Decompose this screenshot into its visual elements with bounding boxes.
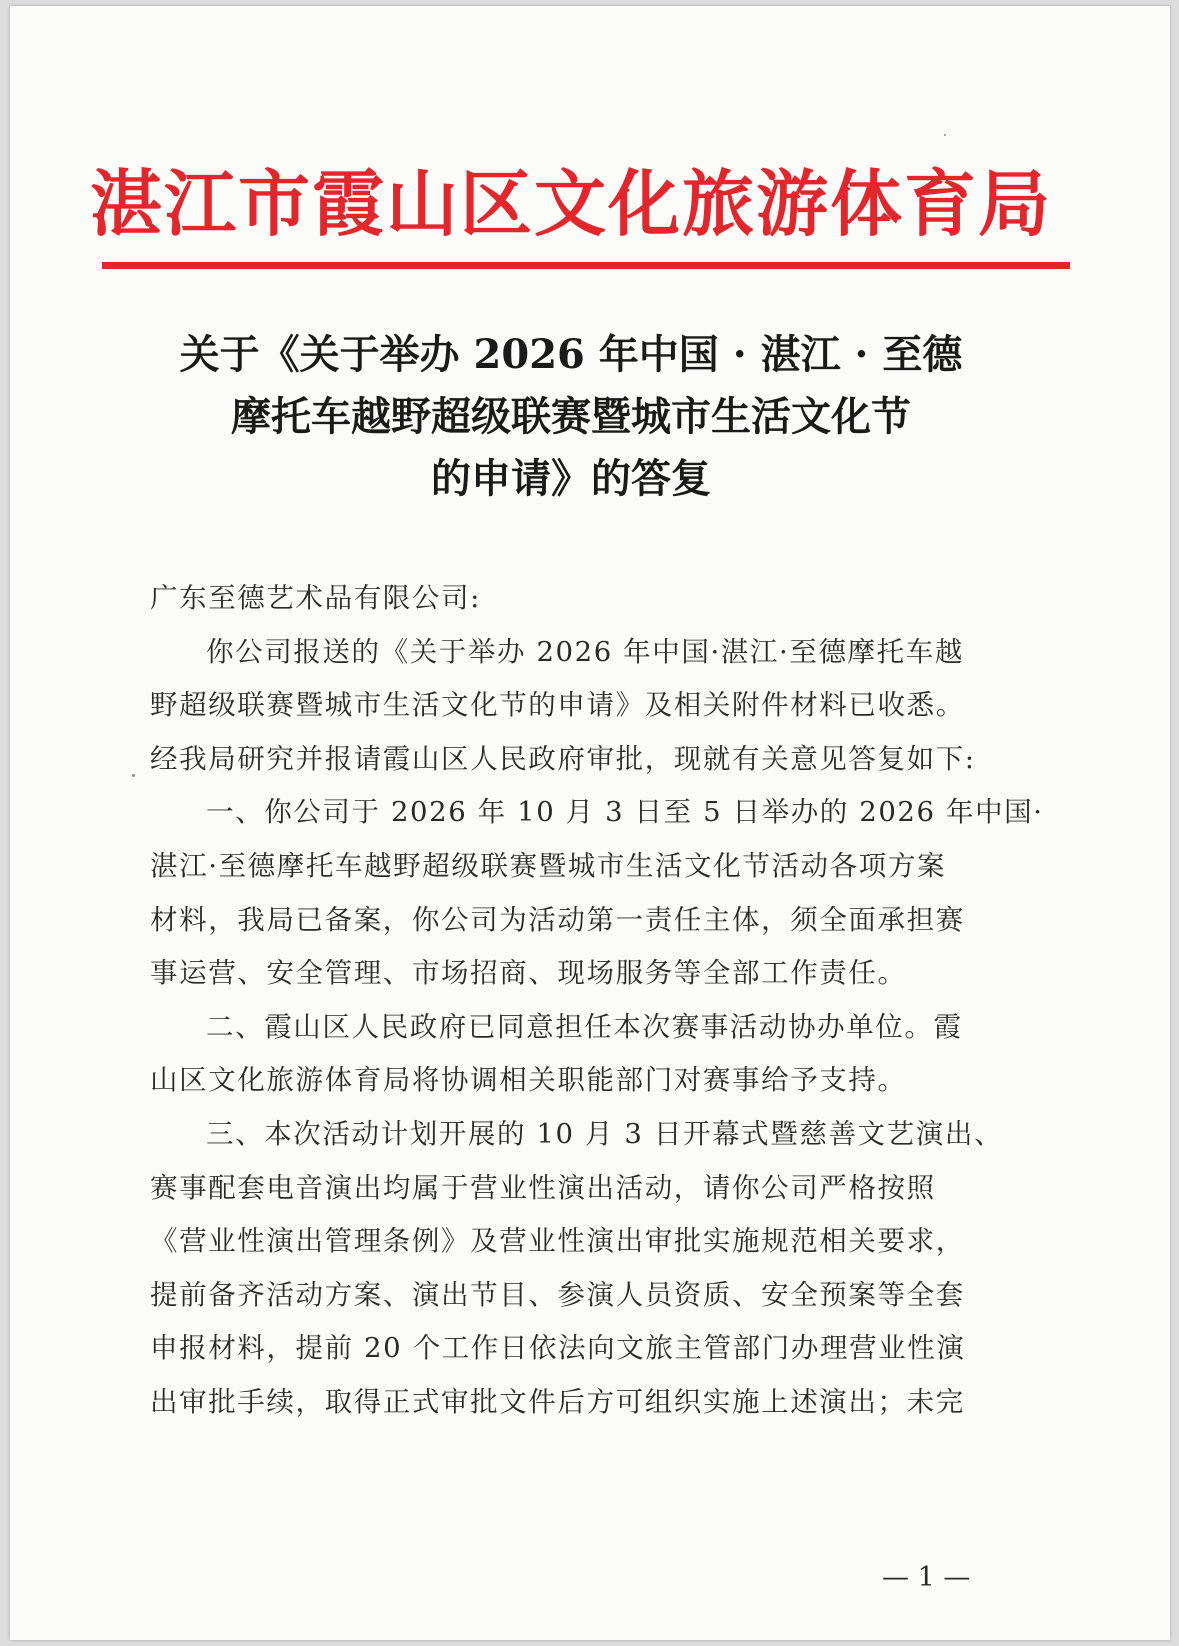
title-line: 的申请》的答复 bbox=[431, 455, 711, 502]
letterhead-org-name: 湛江市霞山区文化旅游体育局 bbox=[89, 161, 1052, 246]
body-line: 山区文化旅游体育局将协调相关职能部门对赛事给予支持。 bbox=[150, 1064, 907, 1097]
body-line: 出审批手续，取得正式审批文件后方可组织实施上述演出；未完 bbox=[150, 1385, 965, 1418]
body-line: 经我局研究并报请霞山区人民政府审批，现就有关意见答复如下: bbox=[150, 742, 976, 775]
salutation: 广东至德艺术品有限公司: bbox=[150, 582, 481, 614]
body-line: 申报材料，提前 20 个工作日依法向文旅主管部门办理营业性演 bbox=[150, 1332, 966, 1365]
scan-speck bbox=[944, 134, 946, 136]
scan-speck bbox=[132, 774, 135, 777]
document-page bbox=[10, 6, 1170, 1640]
body-line: 提前备齐活动方案、演出节目、参演人员资质、安全预案等全套 bbox=[150, 1278, 965, 1311]
body-line: 赛事配套电音演出均属于营业性演出活动，请你公司严格按照 bbox=[150, 1171, 936, 1204]
document-body bbox=[150, 572, 1044, 1430]
body-line: 材料，我局已备案，你公司为活动第一责任主体，须全面承担赛 bbox=[150, 903, 965, 936]
body-line: 湛江·至德摩托车越野超级联赛暨城市生活文化节活动各项方案 bbox=[150, 849, 947, 882]
body-line: 野超级联赛暨城市生活文化节的申请》及相关附件材料已收悉。 bbox=[150, 689, 965, 722]
document-title bbox=[10, 324, 1132, 510]
body-line: 《营业性演出管理条例》及营业性演出审批实施规范相关要求， bbox=[150, 1225, 965, 1258]
page-number: — 1 — bbox=[882, 1562, 971, 1593]
title-line: 关于《关于举办 2026 年中国 · 湛江 · 至德 bbox=[179, 331, 963, 378]
body-line: 三、本次活动计划开展的 10 月 3 日开幕式暨慈善文艺演出、 bbox=[206, 1117, 1004, 1150]
letterhead-red-rule bbox=[102, 262, 1070, 269]
body-line: 事运营、安全管理、市场招商、现场服务等全部工作责任。 bbox=[150, 957, 907, 990]
body-line: 二、霞山区人民政府已同意担任本次赛事活动协办单位。霞 bbox=[206, 1010, 963, 1043]
body-line: 你公司报送的《关于举办 2026 年中国·湛江·至德摩托车越 bbox=[206, 635, 964, 668]
title-line: 摩托车越野超级联赛暨城市生活文化节 bbox=[231, 393, 911, 440]
body-line: 一、你公司于 2026 年 10 月 3 日至 5 日举办的 2026 年中国· bbox=[206, 796, 1044, 829]
